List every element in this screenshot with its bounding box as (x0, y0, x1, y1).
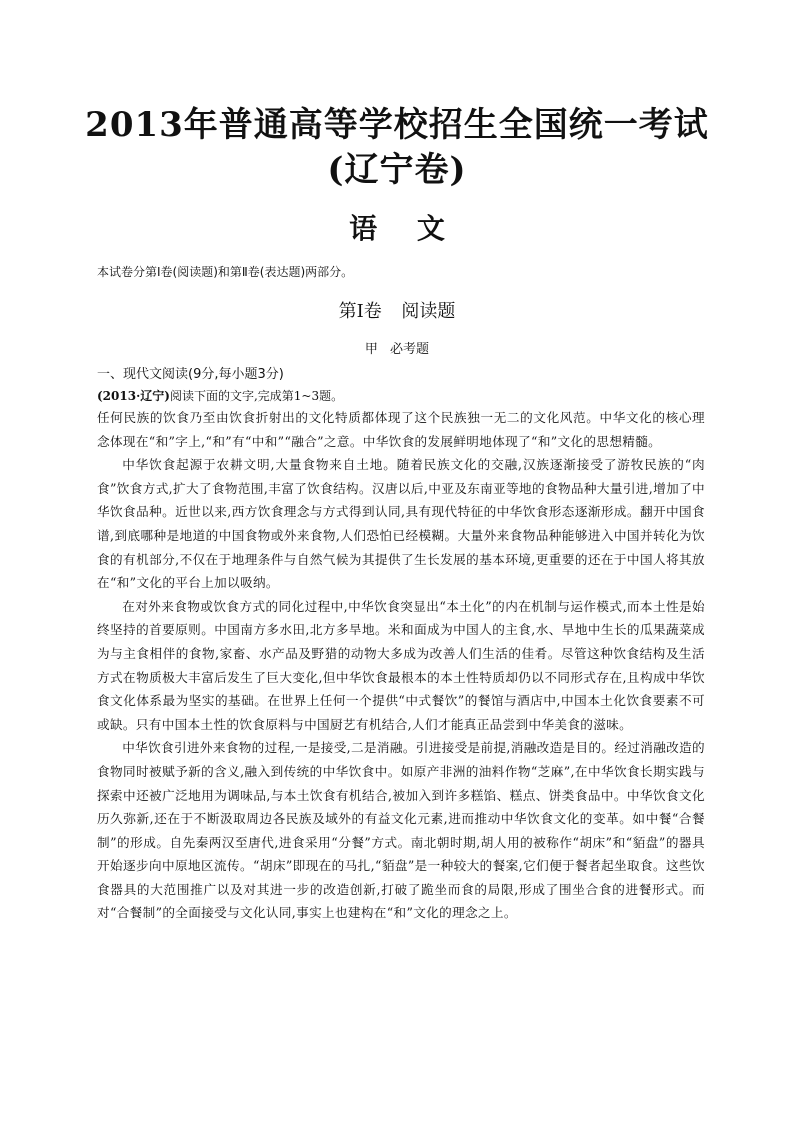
exam-title: 2013年普通高等学校招生全国统一考试 (85, 105, 709, 145)
passage-paragraph: 中华饮食起源于农耕文明,大量食物来自土地。随着民族文化的交融,汉族逐渐接受了游牧民族的“肉食”饮食方式,扩大了食物范围,丰富了饮食结构。汉唐以后,中亚及东南亚等地的食物品种大量引进,增加了中华饮食品种。近世以来,西方饮食理念与方式得到认同,具有现代特征的中华饮食形态逐渐形成。翻开中国食谱,到底哪种是地道的中国食物或外来食物,人们恐怕已经模糊。大量外来食物品种能够进入中国并转化为饮食的有机部分,不仅在于地理条件与自然气候为其提供了生长发展的基本环境,更重要的还在于中国人将其放在“和”文化的平台上加以吸纳。 (97, 457, 705, 591)
subject-title: 语 文 (349, 212, 445, 245)
section-title: 甲 必考题 (364, 342, 430, 357)
exam-subtitle-province: (辽宁卷) (327, 150, 467, 190)
part-title: 第Ⅰ卷 阅读题 (338, 301, 456, 322)
source-instruction: 阅读下面的文字,完成第1~3题。 (169, 389, 344, 403)
source-tag: (2013·辽宁) (97, 389, 170, 403)
question-heading: 一、现代文阅读(9分,每小题3分) (97, 367, 284, 382)
question-source (97, 387, 343, 405)
reading-passage (97, 406, 705, 925)
passage-paragraph: 在对外来食物或饮食方式的同化过程中,中华饮食突显出“本土化”的内在机制与运作模式,而本土性是始终坚持的首要原则。中国南方多水田,北方多旱地。米和面成为中国人的主食,水、旱地中生长的瓜果蔬菜成为与主食相伴的食物,家畜、水产品及野猎的动物大多成为改善人们生活的佳肴。尽管这种饮食结构及生活方式在物质极大丰富后发生了巨大变化,但中华饮食最根本的本土性特质却仍以不同形式存在,且构成中华饮食文化体系最为坚实的基础。在世界上任何一个提供“中式餐饮”的餐馆与酒店中,中国本土化饮食要素不可或缺。只有中国本土性的饮食原料与中国厨艺有机结合,人们才能真正品尝到中华美食的滋味。 (97, 598, 705, 732)
passage-paragraph: 中华饮食引进外来食物的过程,一是接受,二是消融。引进接受是前提,消融改造是目的。经过消融改造的食物同时被赋予新的含义,融入到传统的中华饮食中。如原产非洲的油料作物“芝麻”,在中华饮食长期实践与探索中还被广泛地用为调味品,与本土饮食有机结合,被加入到许多糕馅、糕点、饼类食品中。中华饮食文化历久弥新,还在于不断汲取周边各民族及域外的有益文化元素,进而推动中华饮食文化的变革。如中餐“合餐制”的形成。自先秦两汉至唐代,进食采用“分餐”方式。南北朝时期,胡人用的被称作“胡床”和“貊盘”的器具开始逐步向中原地区流传。“胡床”即现在的马扎,“貊盘”是一种较大的餐案,它们便于餐者起坐取食。这些饮食器具的大范围推广以及对其进一步的改造创新,打破了跪坐而食的局限,形成了围坐合食的进餐形式。而对“合餐制”的全面接受与文化认同,事实上也建构在“和”文化的理念之上。 (97, 740, 705, 921)
passage-paragraph: 任何民族的饮食乃至由饮食折射出的文化特质都体现了这个民族独一无二的文化风范。中华文化的核心理念体现在“和”字上,“和”有“中和”“融合”之意。中华饮食的发展鲜明地体现了“和”文化的思想精髓。 (97, 410, 705, 449)
exam-intro: 本试卷分第Ⅰ卷(阅读题)和第Ⅱ卷(表达题)两部分。 (97, 265, 354, 279)
